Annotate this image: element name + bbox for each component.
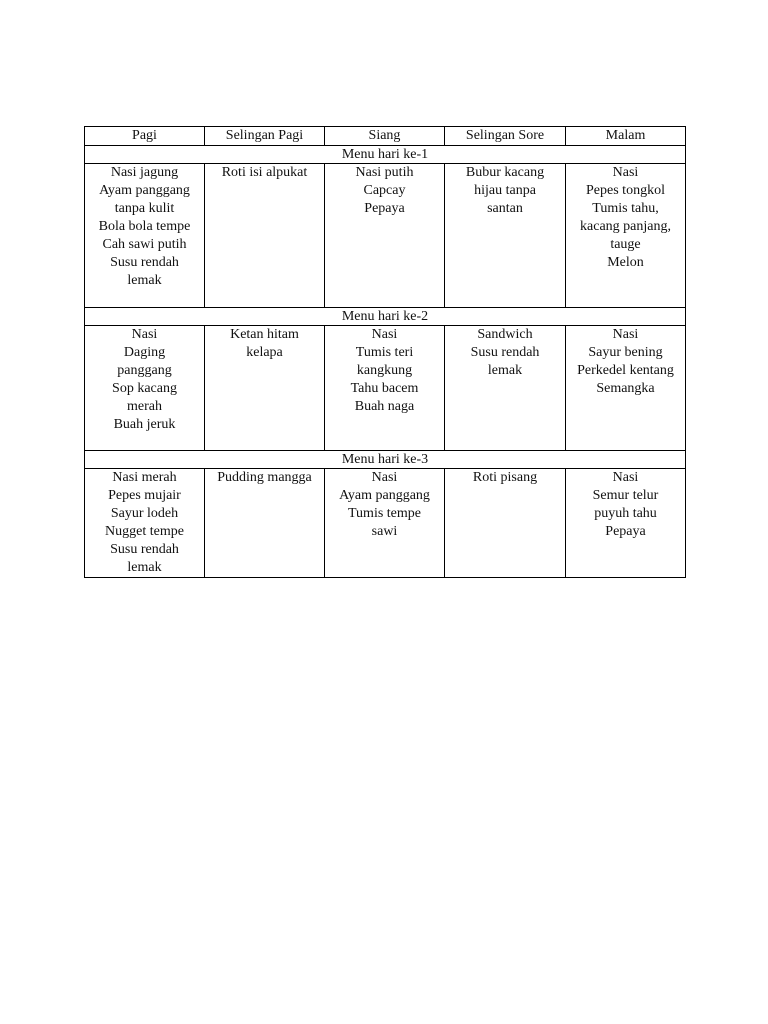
- table-row: [85, 326, 686, 451]
- menu-item: hijau tanpa: [474, 183, 536, 198]
- menu-item: Sop kacang: [112, 381, 177, 396]
- menu-item: Nasi merah: [112, 470, 177, 485]
- menu-item: Tumis teri: [355, 345, 414, 360]
- menu-item: Tumis tahu,: [592, 201, 659, 216]
- menu-item: Nasi: [371, 327, 398, 342]
- day-title-row: [85, 451, 686, 469]
- menu-table: [84, 126, 686, 578]
- menu-item: Capcay: [363, 183, 406, 198]
- menu-item: lemak: [127, 560, 162, 575]
- cell-selingan-pagi: [205, 164, 325, 308]
- menu-item: Nasi: [612, 165, 639, 180]
- cell-malam: [566, 164, 686, 308]
- menu-item: Nasi: [612, 327, 639, 342]
- cell-malam: [566, 326, 686, 451]
- menu-item: Daging: [123, 345, 166, 360]
- menu-item: Ayam panggang: [99, 183, 190, 198]
- menu-item: Tumis tempe: [348, 506, 421, 521]
- menu-item: Roti isi alpukat: [221, 165, 308, 180]
- menu-item: Semur telur: [592, 488, 659, 503]
- menu-item: Susu rendah: [110, 255, 179, 270]
- menu-item: Nasi putih: [355, 165, 414, 180]
- menu-item: tauge: [610, 237, 641, 252]
- header-malam: Malam: [566, 127, 686, 146]
- day-title: Menu hari ke-2: [85, 308, 686, 326]
- day-title: Menu hari ke-3: [85, 451, 686, 469]
- header-row: [85, 127, 686, 146]
- cell-selingan-sore: [445, 164, 566, 308]
- menu-item: Nugget tempe: [105, 524, 184, 539]
- header-selingan-pagi: Selingan Pagi: [205, 127, 325, 146]
- cell-selingan-sore: [445, 469, 566, 578]
- menu-item: Nasi: [371, 470, 398, 485]
- menu-item: panggang: [117, 363, 172, 378]
- menu-item: Melon: [607, 255, 644, 270]
- menu-item: Nasi: [612, 470, 639, 485]
- menu-item: Pepaya: [364, 201, 405, 216]
- menu-item: Pepes mujair: [108, 488, 181, 503]
- menu-item: Tahu bacem: [350, 381, 419, 396]
- menu-item: merah: [127, 399, 162, 414]
- menu-item: Roti pisang: [472, 470, 538, 485]
- cell-pagi: [85, 326, 205, 451]
- menu-item: Nasi: [131, 327, 158, 342]
- menu-item: Sayur lodeh: [110, 506, 179, 521]
- menu-item: Susu rendah: [470, 345, 540, 360]
- day-title-row: [85, 146, 686, 164]
- cell-siang: [325, 326, 445, 451]
- menu-item: Semangka: [596, 381, 655, 396]
- table-row: [85, 164, 686, 308]
- cell-siang: [325, 164, 445, 308]
- menu-item: Sandwich: [477, 327, 533, 342]
- header-siang: Siang: [325, 127, 445, 146]
- cell-selingan-sore: [445, 326, 566, 451]
- menu-item: Pudding mangga: [217, 470, 312, 485]
- day-title-row: [85, 308, 686, 326]
- cell-malam: [566, 469, 686, 578]
- cell-selingan-pagi: [205, 326, 325, 451]
- day-title: Menu hari ke-1: [85, 146, 686, 164]
- cell-pagi: [85, 469, 205, 578]
- table-row: [85, 469, 686, 578]
- menu-item: kangkung: [356, 363, 413, 378]
- menu-item: Nasi jagung: [110, 165, 179, 180]
- menu-item: santan: [487, 201, 523, 216]
- menu-item: Buah naga: [354, 399, 415, 414]
- menu-item: Buah jeruk: [113, 417, 176, 432]
- cell-selingan-pagi: [205, 469, 325, 578]
- menu-item: kacang panjang,: [580, 219, 671, 234]
- menu-item: Bubur kacang: [465, 165, 545, 180]
- cell-siang: [325, 469, 445, 578]
- header-pagi: Pagi: [85, 127, 205, 146]
- cell-pagi: [85, 164, 205, 308]
- menu-item: kelapa: [246, 345, 283, 360]
- menu-item: Pepes tongkol: [586, 183, 665, 198]
- menu-item: Bola bola tempe: [98, 219, 191, 234]
- menu-item: Ketan hitam: [230, 327, 299, 342]
- menu-item: tanpa kulit: [114, 201, 175, 216]
- menu-item: sawi: [371, 524, 398, 539]
- menu-item: lemak: [487, 363, 523, 378]
- menu-item: Sayur bening: [588, 345, 663, 360]
- menu-item: lemak: [127, 273, 162, 288]
- menu-item: puyuh tahu: [594, 506, 657, 521]
- menu-item: Cah sawi putih: [102, 237, 187, 252]
- header-selingan-sore: Selingan Sore: [445, 127, 566, 146]
- menu-item: Perkedel kentang: [577, 363, 674, 378]
- menu-item: Pepaya: [605, 524, 646, 539]
- menu-item: Susu rendah: [110, 542, 179, 557]
- menu-item: Ayam panggang: [339, 488, 430, 503]
